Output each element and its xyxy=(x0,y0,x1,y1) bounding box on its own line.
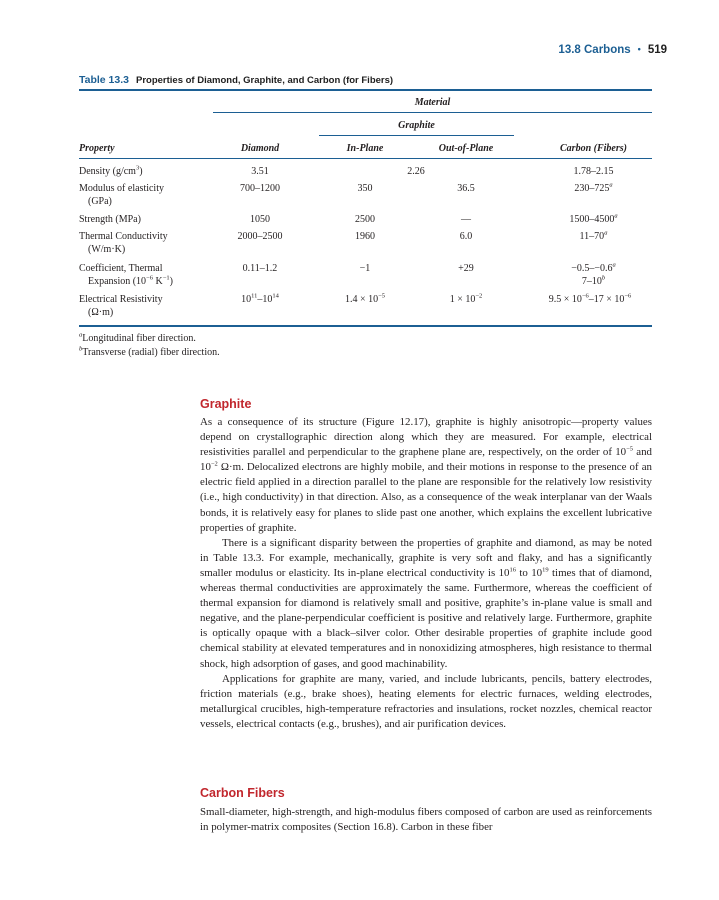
row-thermal-conductivity-property: Thermal Conductivity (W/m·K) xyxy=(79,231,168,255)
row-thermal-expansion-property: Coefficient, Thermal Expansion ($10^{-6}$ $K^{-1}$) xyxy=(79,263,173,287)
row-thermal-conductivity-in-plane: 1960 xyxy=(355,231,375,242)
table-bottom-rule xyxy=(79,325,652,327)
material-header: Material xyxy=(414,97,451,108)
row-thermal-expansion-carbon: −0.5–−0.6$^a$ 7–10$^b$ xyxy=(571,261,616,287)
col-header-in-plane: In-Plane xyxy=(346,143,384,154)
row-thermal-expansion-diamond: 0.11–1.2 xyxy=(242,263,278,274)
row-density-diamond: 3.51 xyxy=(251,166,269,177)
row-modulus-in-plane: 350 xyxy=(357,183,373,194)
graphite-paragraph-3: Applications for graphite are many, varied, and include lubricants, pencils, battery electrodes, friction materials (e.g., brake shoes), heating elements for electric furnaces, welding electrodes, metallurgical crucibles, high-temperature refractories and insulations, rocket nozzles, chemical reactor vessels, electrical contacts (e.g., brushes), and air purification devices. xyxy=(200,672,652,730)
carbon-fibers-body xyxy=(200,805,652,835)
row-thermal-conductivity-carbon: 11–70$^a$ xyxy=(579,229,608,242)
row-modulus-out-of-plane: 36.5 xyxy=(457,183,475,194)
row-thermal-expansion-in-plane: −1 xyxy=(359,263,371,274)
row-resistivity-carbon: $9.5 \times 10^{-6}-17 \times 10^{-6}$ xyxy=(548,292,632,305)
row-strength-carbon: 1500–4500$^a$ xyxy=(569,212,618,225)
table-top-rule xyxy=(79,89,652,91)
running-head xyxy=(558,44,667,56)
row-resistivity-in-plane: $1.4 \times 10^{-5}$ xyxy=(344,292,386,305)
table-label: Table 13.3 xyxy=(79,74,129,86)
row-modulus-diamond: 700–1200 xyxy=(240,183,280,194)
row-thermal-conductivity-out-of-plane: 6.0 xyxy=(459,231,473,242)
graphite-header: Graphite xyxy=(398,120,435,131)
graphite-rule xyxy=(319,135,514,136)
row-thermal-conductivity-diamond: 2000–2500 xyxy=(237,231,283,242)
col-header-carbon-fibers: Carbon (Fibers) xyxy=(560,143,627,154)
row-density-graphite: 2.26 xyxy=(407,166,425,177)
material-rule xyxy=(213,112,652,113)
row-strength-diamond: 1050 xyxy=(250,214,270,225)
footnote-a: $^a$Longitudinal fiber direction. xyxy=(79,331,196,344)
graphite-paragraph-1: As a consequence of its structure (Figure 12.17), graphite is highly anisotropic—property values depend on crystallographic direction along which they are measured. For example, electrical resistivities parallel and perpendicular to the graphene plane are, respectively, on the order of $10^{-5}$ and $10^{-2}$ Ω·m. Delocalized electrons are highly mobile, and their motions in response to the presence of an electric field applied in a direction parallel to the plane are responsible for the relatively low resistivity (i.e., high conductivity) in that direction. Also, as a consequence of the weak interplanar van der Waals bonds, it is relatively easy for planes to slide past one another, which explains the excellent lubricative properties of graphite. xyxy=(200,416,652,534)
row-strength-property: Strength (MPa) xyxy=(79,214,141,225)
row-strength-in-plane: 2500 xyxy=(355,214,375,225)
row-resistivity-diamond: $10^{11}-10^{14}$ xyxy=(241,292,279,305)
col-header-out-of-plane: Out-of-Plane xyxy=(438,143,494,154)
carbon-fibers-heading: Carbon Fibers xyxy=(200,786,285,800)
col-header-diamond: Diamond xyxy=(240,143,280,154)
row-strength-out-of-plane: — xyxy=(461,214,471,225)
page-number: 519 xyxy=(647,44,667,56)
header-bottom-rule xyxy=(79,158,652,159)
graphite-paragraph-2: There is a significant disparity between the properties of graphite and diamond, as may be noted in Table 13.3. For example, mechanically, graphite is very soft and flaky, and has a significantly smaller modulus or elasticity. Its in-plane electrical conductivity is $10^{16}$ to $10^{19}$ times that of diamond, whereas thermal conductivities are approximately the same. Furthermore, whereas the coefficient of thermal expansion for diamond is relatively small and positive, graphite’s in-plane value is small and negative, and the plane-perpendicular coefficient is positive and relatively large. Furthermore, graphite is optically opaque with a black–silver color. Other desirable properties of graphite include good chemical stability at elevated temperatures and in nonoxidizing atmospheres, high resistance to thermal shock, high adsorption of gases, and good machinability. xyxy=(200,536,653,670)
footnote-b: $^b$Transverse (radial) fiber direction. xyxy=(79,345,220,358)
section-title: 13.8 Carbons xyxy=(558,44,631,56)
table-title: Properties of Diamond, Graphite, and Carbon (for Fibers) xyxy=(136,75,394,86)
row-modulus-property: Modulus of elasticity (GPa) xyxy=(79,183,164,207)
graphite-body xyxy=(200,415,652,732)
carbon-fibers-paragraph-1: Small-diameter, high-strength, and high-modulus fibers composed of carbon are used as reinforcements in polymer-matrix composites (Section 16.8). Carbon in these fiber xyxy=(200,806,652,834)
graphite-heading: Graphite xyxy=(200,397,252,411)
row-density-property: Density $(g/cm^3)$ xyxy=(79,164,143,177)
separator: • xyxy=(637,44,641,54)
col-header-property: Property xyxy=(79,143,115,154)
table-caption xyxy=(79,74,393,86)
row-density-carbon: 1.78–2.15 xyxy=(573,166,614,177)
row-resistivity-property: Electrical Resistivity (Ω·m) xyxy=(79,294,163,318)
row-modulus-carbon: 230–725$^a$ xyxy=(574,181,613,194)
row-resistivity-out-of-plane: $1 \times 10^{-2}$ xyxy=(449,292,483,305)
row-thermal-expansion-out-of-plane: +29 xyxy=(458,263,474,274)
